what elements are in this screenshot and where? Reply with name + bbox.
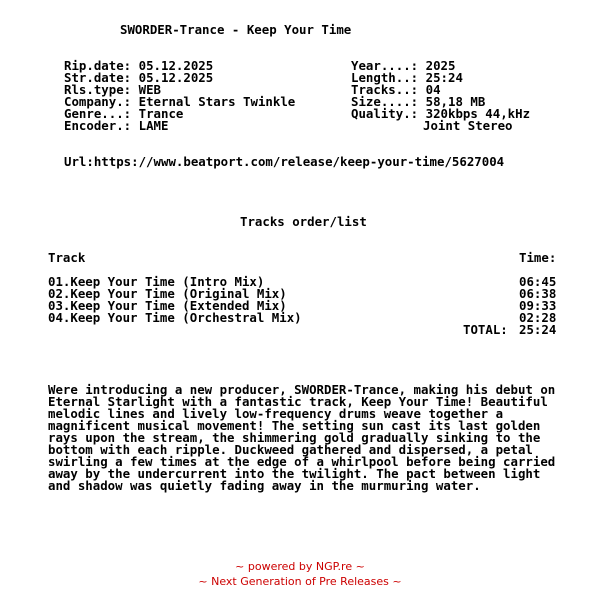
info-value: 320kbps 44,kHz — [425, 106, 531, 121]
info-label: Rip.date: — [64, 58, 139, 73]
track-time: 09:33 — [519, 298, 557, 313]
description-line: melodic lines and lively low-frequency drums weave together a — [48, 406, 504, 421]
description-line: bottom with each ripple. Duckweed gathered and dispersed, a petal — [48, 442, 533, 457]
info-value: 04 — [425, 82, 441, 97]
info-value: Trance — [138, 106, 184, 121]
track-name: 04.Keep Your Time (Orchestral Mix) — [48, 310, 302, 325]
info-label: Length..: — [351, 70, 426, 85]
description-line: and shadow was quietly fading away in the murmuring water. — [48, 478, 481, 493]
info-label: Size....: — [351, 94, 426, 109]
info-value: 05.12.2025 — [138, 70, 214, 85]
info-label: Quality.: — [351, 106, 426, 121]
release-url — [64, 156, 504, 168]
track-name: 01.Keep Your Time (Intro Mix) — [48, 274, 265, 289]
info-value: WEB — [138, 82, 161, 97]
info-value: 25:24 — [425, 70, 463, 85]
track-time: 06:38 — [519, 286, 557, 301]
info-channel-mode — [423, 120, 513, 132]
info-value: LAME — [138, 118, 169, 133]
description-line: away by the undercurrent into the twilight. The pact between light — [48, 466, 541, 481]
track-column-header: Track — [48, 250, 86, 265]
info-label: Rls.type: — [64, 82, 139, 97]
info-label: Tracks..: — [351, 82, 426, 97]
time-column-header: Time: — [519, 250, 557, 265]
description-line: magnificent musical movement! The setting sun cast its last golden — [48, 418, 541, 433]
track-time: 02:28 — [519, 310, 557, 325]
tracks-heading: Tracks order/list — [240, 214, 367, 229]
track-name: 03.Keep Your Time (Extended Mix) — [48, 298, 287, 313]
info-value: Joint Stereo — [423, 118, 513, 133]
info-value: 58,18 MB — [425, 94, 486, 109]
info-encoder — [64, 120, 168, 132]
total-label: TOTAL: — [463, 322, 508, 337]
url-label: Url: — [64, 154, 94, 169]
description-line: rays upon the stream, the shimmering gold gradually sinking to the — [48, 430, 541, 445]
info-label: Genre...: — [64, 106, 139, 121]
info-value: 05.12.2025 — [138, 58, 214, 73]
info-label: Encoder.: — [64, 118, 139, 133]
description-line: Eternal Starlight with a fantastic track, Keep Your Time! Beautiful — [48, 394, 548, 409]
info-label: Str.date: — [64, 70, 139, 85]
info-label: Year....: — [351, 58, 426, 73]
info-label: Company.: — [64, 94, 139, 109]
footer-tagline: ~ Next Generation of Pre Releases ~ — [198, 575, 402, 588]
track-name: 02.Keep Your Time (Original Mix) — [48, 286, 287, 301]
release-title: SWORDER-Trance - Keep Your Time — [120, 22, 352, 37]
footer-powered-by: ~ powered by NGP.re ~ — [235, 560, 365, 573]
url-value: https://www.beatport.com/release/keep-your-time/5627004 — [93, 154, 505, 169]
info-value: Eternal Stars Twinkle — [138, 94, 296, 109]
description-line: Were introducing a new producer, SWORDER-Trance, making his debut on — [48, 382, 556, 397]
total-time: 25:24 — [519, 322, 557, 337]
description-line: swirling a few times at the edge of a whirlpool before being carried — [48, 454, 556, 469]
track-time: 06:45 — [519, 274, 557, 289]
info-value: 2025 — [425, 58, 456, 73]
